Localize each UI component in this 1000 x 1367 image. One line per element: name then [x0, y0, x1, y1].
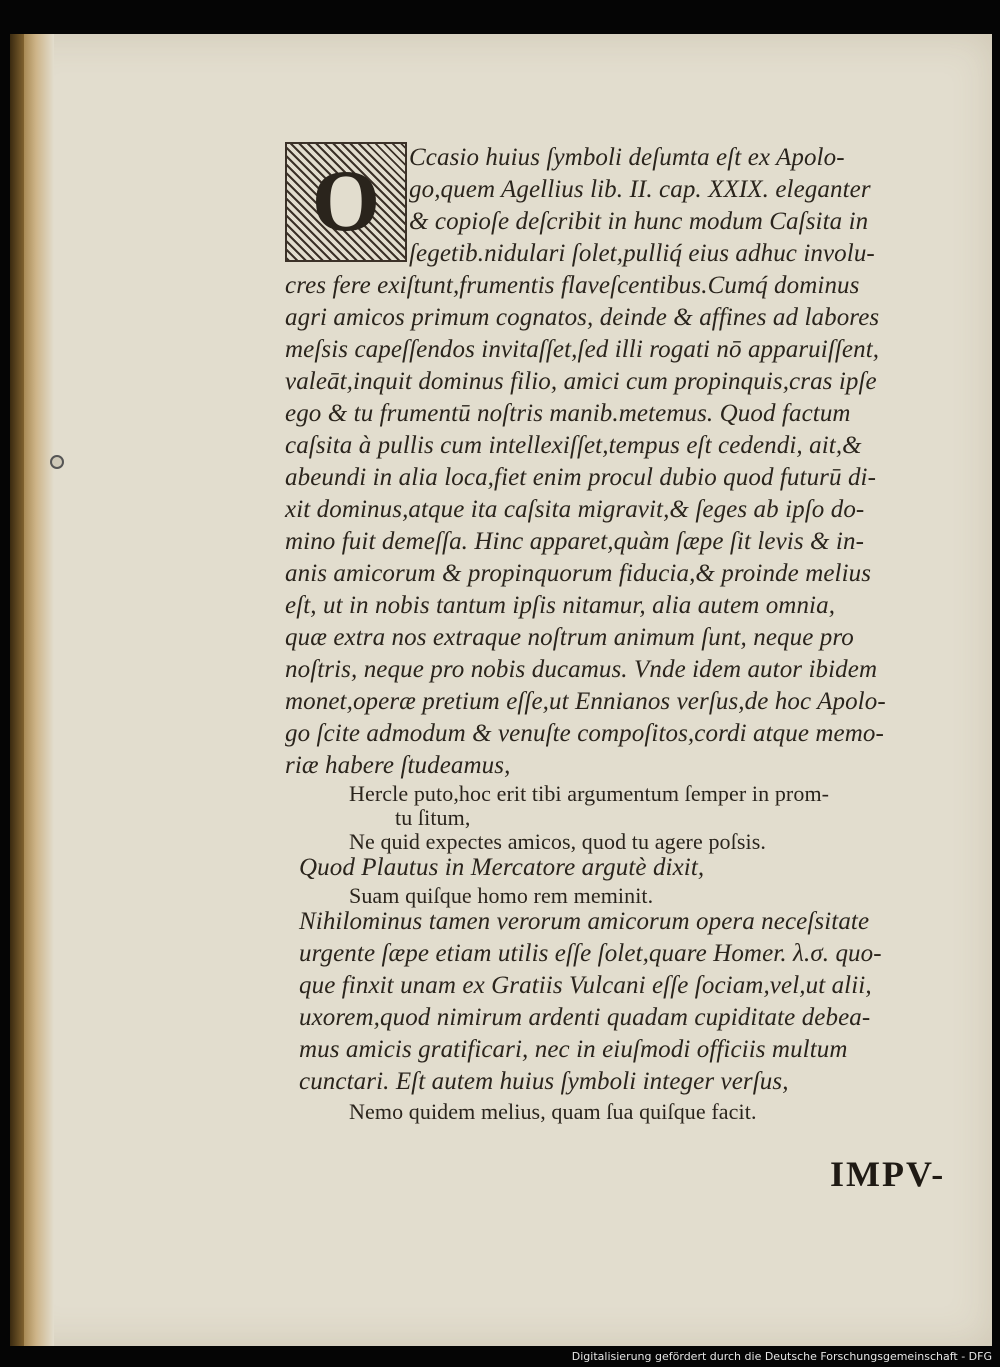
binding-hole: [50, 455, 64, 469]
text-line: agri amicos primum cognatos, deinde & affines ad labores: [285, 304, 880, 331]
text-line: xit dominus,atque ita caſsita migravit,& ſeges ab ipſo do-: [285, 496, 865, 523]
text-line: ſegetib.nidulari ſolet,pulliq́ eius adhuc involu-: [409, 240, 875, 267]
text-line: Quod Plautus in Mercatore argutè dixit,: [299, 854, 705, 881]
text-line: mus amicis gratificari, nec in eiuſmodi officiis multum: [299, 1036, 848, 1063]
text-line: mino fuit demeſſa. Hinc apparet,quàm ſæpe ſit levis & in-: [285, 528, 865, 555]
text-line: go,quem Agellius lib. II. cap. XXIX. eleganter: [409, 176, 871, 203]
text-line: abeundi in alia loca,fiet enim procul dubio quod futurū di-: [285, 464, 877, 491]
text-line: ego & tu frumentū noſtris manib.metemus. Quod factum: [285, 400, 851, 427]
text-line: Ccasio huius ſymboli deſumta eſt ex Apolo-: [409, 144, 845, 171]
verse-line: Nemo quidem melius, quam ſua quiſque facit.: [349, 1099, 757, 1124]
verse-line: Suam quiſque homo rem meminit.: [349, 883, 654, 908]
text-line: caſsita à pullis cum intellexiſſet,tempus eſt cedendi, ait,&: [285, 432, 862, 459]
text-line: cunctari. Eſt autem huius ſymboli integer verſus,: [299, 1068, 789, 1095]
text-line: urgente ſæpe etiam utilis eſſe ſolet,quare Homer. λ.σ. quo-: [299, 940, 882, 967]
text-line: que finxit unam ex Gratiis Vulcani eſſe ſociam,vel,ut alii,: [299, 972, 872, 999]
text-line: monet,operæ pretium eſſe,ut Ennianos verſus,de hoc Apolo-: [285, 688, 886, 715]
text-line: riæ habere ſtudeamus,: [285, 752, 511, 779]
initial-letter: O: [311, 153, 381, 250]
text-line: valeāt,inquit dominus filio, amici cum propinquis,cras ipſe: [285, 368, 877, 395]
verse-line: Hercle puto,hoc erit tibi argumentum ſemper in prom-: [349, 781, 830, 806]
text-line: anis amicorum & propinquorum fiducia,& proinde melius: [285, 560, 872, 587]
text-line: go ſcite admodum & venuſte compoſitos,cordi atque memo-: [285, 720, 884, 747]
text-line: eſt, ut in nobis tantum ipſis nitamur, alia autem omnia,: [285, 592, 836, 619]
catchword: IMPV-: [830, 1154, 946, 1194]
verse-line: tu ſitum,: [395, 805, 471, 830]
text-line: uxorem,quod nimirum ardenti quadam cupiditate debea-: [299, 1004, 871, 1031]
text-line: & copioſe deſcribit in hunc modum Caſsita in: [409, 208, 869, 235]
text-line: quæ extra nos extraque noſtrum animum ſunt, neque pro: [285, 624, 854, 651]
page-gutter: [24, 34, 54, 1346]
text-line: noſtris, neque pro nobis ducamus. Vnde idem autor ibidem: [285, 656, 878, 683]
text-line: Nihilominus tamen verorum amicorum opera neceſsitate: [299, 908, 870, 935]
text-line: cres fere exiſtunt,frumentis flaveſcentibus.Cumq́ dominus: [285, 272, 860, 299]
verse-line: Ne quid expectes amicos, quod tu agere poſsis.: [349, 829, 766, 854]
digitization-credit: Digitalisierung gefördert durch die Deutsche Forschungsgemeinschaft - DFG: [571, 1350, 992, 1363]
decorated-initial: [285, 142, 407, 262]
text-line: meſsis capeſſendos invitaſſet,ſed illi rogati nō apparuiſſent,: [285, 336, 880, 363]
